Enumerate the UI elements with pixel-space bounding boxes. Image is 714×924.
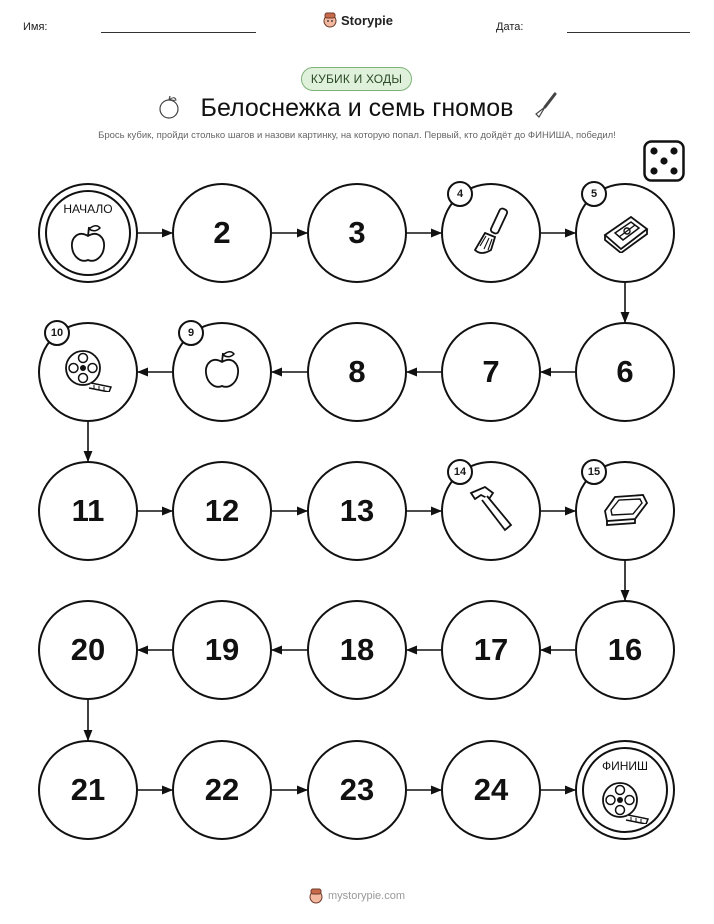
- cell-number-tag: 4: [447, 181, 473, 207]
- cell-number: 19: [204, 632, 240, 667]
- board-cell-17: [441, 600, 541, 700]
- cell-number-tag: 5: [581, 181, 607, 207]
- board-cell-13: [307, 461, 407, 561]
- cell-number-tag: 14: [447, 459, 473, 485]
- coffin-icon: [601, 491, 649, 532]
- board-cell-7: [441, 322, 541, 422]
- board-cell-23: [307, 740, 407, 840]
- cell-number: 18: [339, 632, 375, 667]
- board-cell-12: [172, 461, 272, 561]
- cell-number: 20: [70, 632, 106, 667]
- board-cell-18: [307, 600, 407, 700]
- board-cell-19: [172, 600, 272, 700]
- finish-cell: [575, 740, 675, 840]
- cell-number: 23: [339, 772, 375, 807]
- page-title: Белоснежка и семь гномов: [200, 94, 514, 122]
- cell-number: 11: [71, 493, 105, 528]
- board-cell-24: [441, 740, 541, 840]
- storypie-mascot-icon: [309, 888, 323, 904]
- start-cell: [38, 183, 138, 283]
- board-cell-20: [38, 600, 138, 700]
- board-cell-16: [575, 600, 675, 700]
- cell-number: 17: [473, 632, 509, 667]
- start-label: НАЧАЛО: [63, 202, 113, 216]
- name-label: Имя:: [23, 21, 48, 33]
- board-cell-3: [307, 183, 407, 283]
- date-label: Дата:: [496, 21, 524, 33]
- board-cell-8: [307, 322, 407, 422]
- board-cell-22: [172, 740, 272, 840]
- cell-number-tag: 9: [178, 320, 204, 346]
- cell-number: 6: [616, 354, 634, 389]
- instructions: Брось кубик, пройди столько шагов и назови картинку, на которую попал. Первый, кто дойдёт до ФИНИША, победил!: [98, 130, 616, 141]
- mousetrap-icon: [601, 209, 649, 258]
- cell-number: 3: [348, 215, 366, 250]
- cell-number: 22: [204, 772, 240, 807]
- cell-number: 24: [473, 772, 509, 807]
- cell-number: 2: [213, 215, 231, 250]
- board-cell-11: [38, 461, 138, 561]
- footer-url: mystorypie.com: [327, 890, 406, 902]
- cell-number: 12: [204, 493, 240, 528]
- board-cell-2: [172, 183, 272, 283]
- hammer-icon: [467, 485, 515, 538]
- cell-number: 8: [348, 354, 366, 389]
- game-type-badge: КУБИК И ХОДЫ: [301, 67, 412, 91]
- board-cell-6: [575, 322, 675, 422]
- film-reel-icon: [63, 348, 113, 397]
- apple-icon: [68, 223, 108, 270]
- cell-number: 21: [70, 772, 106, 807]
- brush-icon: [469, 206, 513, 261]
- footer: [0, 888, 714, 904]
- cell-number: 7: [482, 354, 500, 389]
- cell-number: 16: [607, 632, 643, 667]
- board-cell-21: [38, 740, 138, 840]
- finish-label: ФИНИШ: [601, 759, 649, 773]
- apple-icon: [202, 349, 242, 396]
- film-reel-icon: [600, 780, 650, 829]
- cell-number-tag: 15: [581, 459, 607, 485]
- cell-number-tag: 10: [44, 320, 70, 346]
- brand-name: Storypie: [341, 12, 394, 28]
- cell-number: 13: [339, 493, 375, 528]
